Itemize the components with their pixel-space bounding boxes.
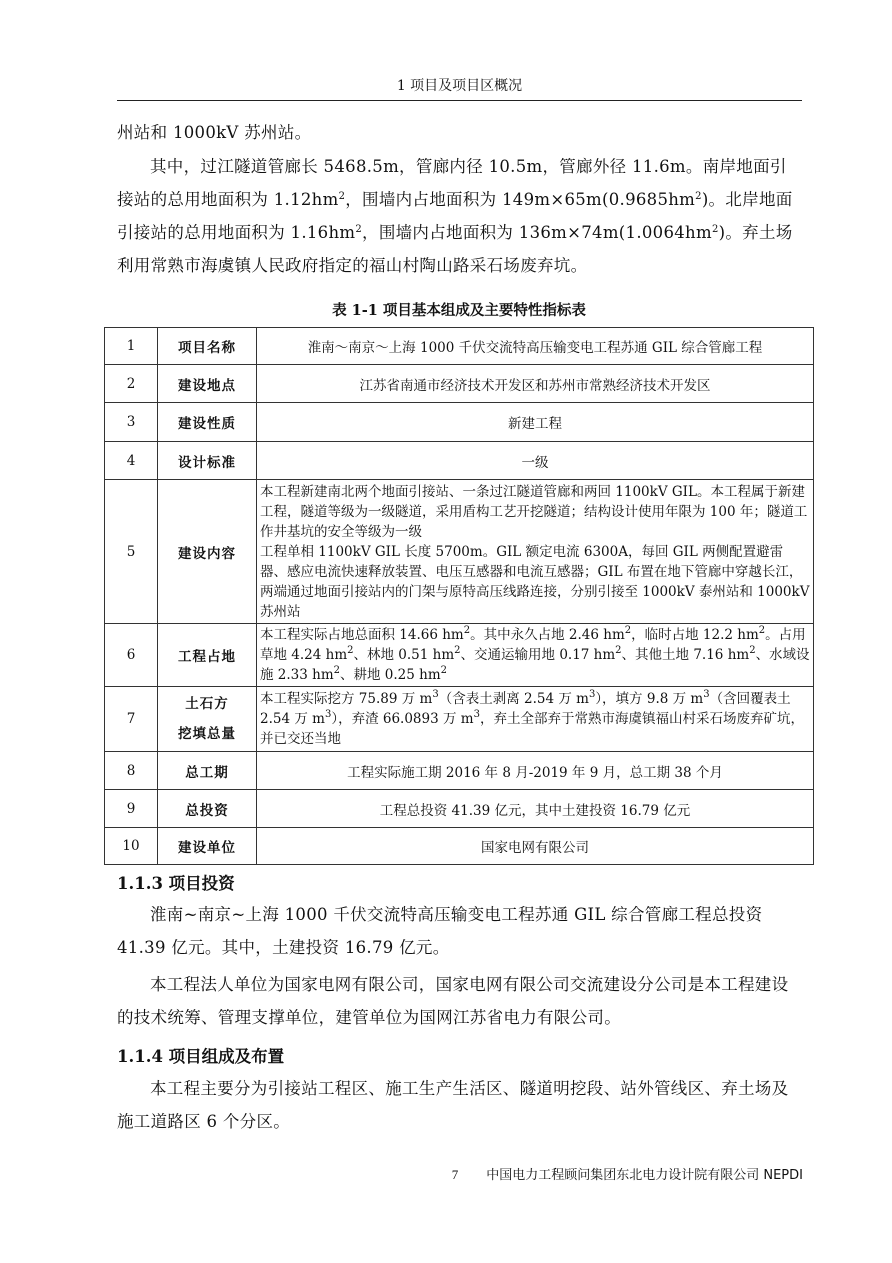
row-number: 2: [105, 365, 158, 403]
row-value: 江苏省南通市经济技术开发区和苏州市常熟经济技术开发区: [257, 365, 814, 403]
paragraph-composition: 本工程主要分为引接站工程区、施工生产生活区、隧道明挖段、站外管线区、弃土场及施工道路区 6 个分区。: [117, 1079, 789, 1131]
table-row: [105, 687, 814, 752]
row-value: 国家电网有限公司: [257, 828, 814, 865]
row-label: 总投资: [158, 790, 257, 828]
table-row: [105, 442, 814, 480]
row-number: 7: [105, 687, 158, 752]
row-value: 本工程实际占地总面积 14.66 $hm^2$。其中永久占地 2.46 $hm^2$，临时占地 12.2 $hm^2$。占用草地 4.24 $hm^2$、林地 0.51 $hm^2$、交通运输用地 0.17 $hm^2$、其他土地 7.16 $hm^2$、水域设施 2.33 $hm^2$、耕地 0.25 $hm^2$: [257, 624, 814, 687]
row-label: 建设单位: [158, 828, 257, 865]
section-heading-investment: 1.1.3 项目投资: [117, 874, 235, 893]
paragraph-owner: 本工程法人单位为国家电网有限公司，国家电网有限公司交流建设分公司是本工程建设的技术统筹、管理支撑单位，建管单位为国网江苏省电力有限公司。: [117, 975, 789, 1027]
row-value: 工程实际施工期 2016 年 8 月-2019 年 9 月，总工期 38 个月: [257, 752, 814, 790]
row-label: 建设地点: [158, 365, 257, 403]
table-row: [105, 365, 814, 403]
running-header: 1 项目及项目区概况: [117, 76, 802, 101]
paragraph-investment: 淮南~南京~上海 1000 千伏交流特高压输变电工程苏通 GIL 综合管廊工程总投资 41.39 亿元。其中，土建投资 16.79 亿元。: [117, 905, 763, 957]
row-value: 淮南～南京～上海 1000 千伏交流特高压输变电工程苏通 GIL 综合管廊工程: [257, 328, 814, 365]
table-row: [105, 752, 814, 790]
footer-organization: 中国电力工程顾问集团东北电力设计院有限公司 NEPDI: [486, 1168, 803, 1183]
row-number: 9: [105, 790, 158, 828]
row-number: 4: [105, 442, 158, 480]
table-caption: 表 1-1 项目基本组成及主要特性指标表: [332, 302, 586, 319]
row-label: 设计标准: [158, 442, 257, 480]
row-number: 1: [105, 328, 158, 365]
section-heading-composition: 1.1.4 项目组成及布置: [117, 1047, 285, 1066]
row-number: 10: [105, 828, 158, 865]
paragraph-continuation: 州站和 1000kV 苏州站。: [117, 123, 312, 142]
row-value: 新建工程: [257, 403, 814, 442]
page-number: 7: [451, 1167, 459, 1182]
table-row: [105, 790, 814, 828]
row-number: 5: [105, 480, 158, 624]
table-row: [105, 480, 814, 624]
table-row: [105, 328, 814, 365]
row-value: 一级: [257, 442, 814, 480]
row-number: 8: [105, 752, 158, 790]
row-value: 本工程实际挖方 75.89 万 $m^3$（含表土剥离 2.54 万 $m^3$），填方 9.8 万 $m^3$（含回覆表土 2.54 万 $m^3$），弃渣 66.0893 万 $m^3$，弃土全部弃于常熟市海虞镇福山村采石场废弃矿坑，并已交还当地: [257, 687, 814, 752]
row-label: 土石方 挖填总量: [158, 687, 257, 752]
row-value: 工程总投资 41.39 亿元，其中土建投资 16.79 亿元: [257, 790, 814, 828]
table-row: [105, 828, 814, 865]
table-row: [105, 403, 814, 442]
table-row: [105, 624, 814, 687]
row-label: 总工期: [158, 752, 257, 790]
row-number: 3: [105, 403, 158, 442]
page-footer: [117, 1164, 803, 1183]
row-label: 项目名称: [158, 328, 257, 365]
row-label: 建设内容: [158, 480, 257, 624]
row-label: 工程占地: [158, 624, 257, 687]
project-spec-table: [104, 327, 814, 865]
row-label: 建设性质: [158, 403, 257, 442]
row-value: 本工程新建南北两个地面引接站、一条过江隧道管廊和两回 1100kV GIL。本工程属于新建工程，隧道等级为一级隧道，采用盾构工艺开挖隧道；结构设计使用年限为 100 年；隧道工作井基坑的安全等级为一级 工程单相 1100kV GIL 长度 5700m。GIL 额定电流 6300A，每回 GIL 两侧配置避雷器、感应电流快速释放装置、电压互感器和电流互感器；GIL 布置在地下管廊中穿越长江，两端通过地面引接站内的门架与原特高压线路连接，分别引接至 1000kV 泰州站和 1000kV 苏州站: [257, 480, 814, 624]
paragraph-tunnel-area: 其中，过江隧道管廊长 5468.5m，管廊内径 10.5m，管廊外径 11.6m。南岸地面引接站的总用地面积为 $1.12hm^2$，围墙内占地面积为 $149m\times 65m(0.9685hm^2)$。北岸地面引接站的总用地面积为 $1.16hm^2$，围墙内占地面积为 $136m\times 74m(1.0064hm^2)$。弃土场利用常熟市海虞镇人民政府指定的福山村陶山路采石场废弃坑。: [117, 157, 793, 275]
row-number: 6: [105, 624, 158, 687]
